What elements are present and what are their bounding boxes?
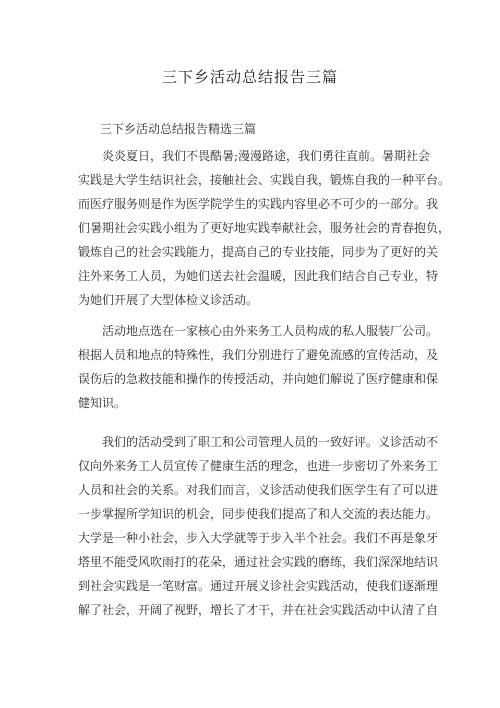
paragraph-line: 人员和社会的关系。对我们而言，义诊活动使我们医学生有了可以进 bbox=[78, 483, 439, 497]
paragraph-line: 实践是大学生结识社会，接触社会、实践自我，锻炼自我的一种平台。 bbox=[78, 173, 451, 187]
paragraph-line: 根据人员和地点的特殊性，我们分别进行了避免流感的宣传活动，及 bbox=[78, 348, 439, 362]
paragraph-line: 我们的活动受到了职工和公司管理人员的一致好评。义诊活动不 bbox=[102, 435, 439, 449]
paragraph-line: 为她们开展了大型体检义诊活动。 bbox=[78, 293, 259, 307]
document-title: 三下乡活动总结报告三篇 bbox=[161, 68, 338, 86]
paragraph-line: 误伤后的急救技能和操作的传授活动，并向她们解说了医疗健康和保 bbox=[78, 372, 439, 386]
paragraph-line: 而医疗服务则是作为医学院学生的实践内容里必不可少的一部分。我 bbox=[78, 197, 439, 211]
paragraph-line: 大学是一种小社会，步入大学就等于步入半个社会。我们不再是象牙 bbox=[78, 531, 439, 545]
paragraph-line: 注外来务工人员，为她们送去社会温暖，因此我们结合自己专业，特 bbox=[78, 269, 439, 283]
paragraph-line: 健知识。 bbox=[78, 396, 127, 410]
paragraph-line: 锻炼自己的社会实践能力，提高自己的专业技能，同步为了更好的关 bbox=[78, 245, 439, 259]
paragraph-line: 们暑期社会实践小组为了更好地实践奉献社会，服务社会的青春抱负， bbox=[78, 221, 451, 235]
paragraph-line: 仅向外来务工人员宣传了健康生活的理念，也进一步密切了外来务工 bbox=[78, 459, 439, 473]
paragraph-line: 一步掌握所学知识的机会，同步使我们提高了和人交流的表达能力。 bbox=[78, 507, 439, 521]
paragraph-line: 塔里不能受风吹雨打的花朵，通过社会实践的磨练，我们深深地结识 bbox=[78, 555, 439, 569]
document-subtitle: 三下乡活动总结报告精选三篇 bbox=[100, 122, 257, 136]
paragraph-line: 解了社会，开阔了视野，增长了才干，并在社会实践活动中认清了自 bbox=[78, 603, 439, 617]
paragraph-line: 活动地点选在一家核心由外来务工人员构成的私人服装厂公司。 bbox=[102, 324, 439, 338]
paragraph-line: 炎炎夏日，我们不畏酷暑;漫漫路途，我们勇往直前。暑期社会 bbox=[102, 149, 431, 163]
paragraph-line: 到社会实践是一笔财富。通过开展义诊社会实践活动，使我们逐渐理 bbox=[78, 579, 439, 593]
